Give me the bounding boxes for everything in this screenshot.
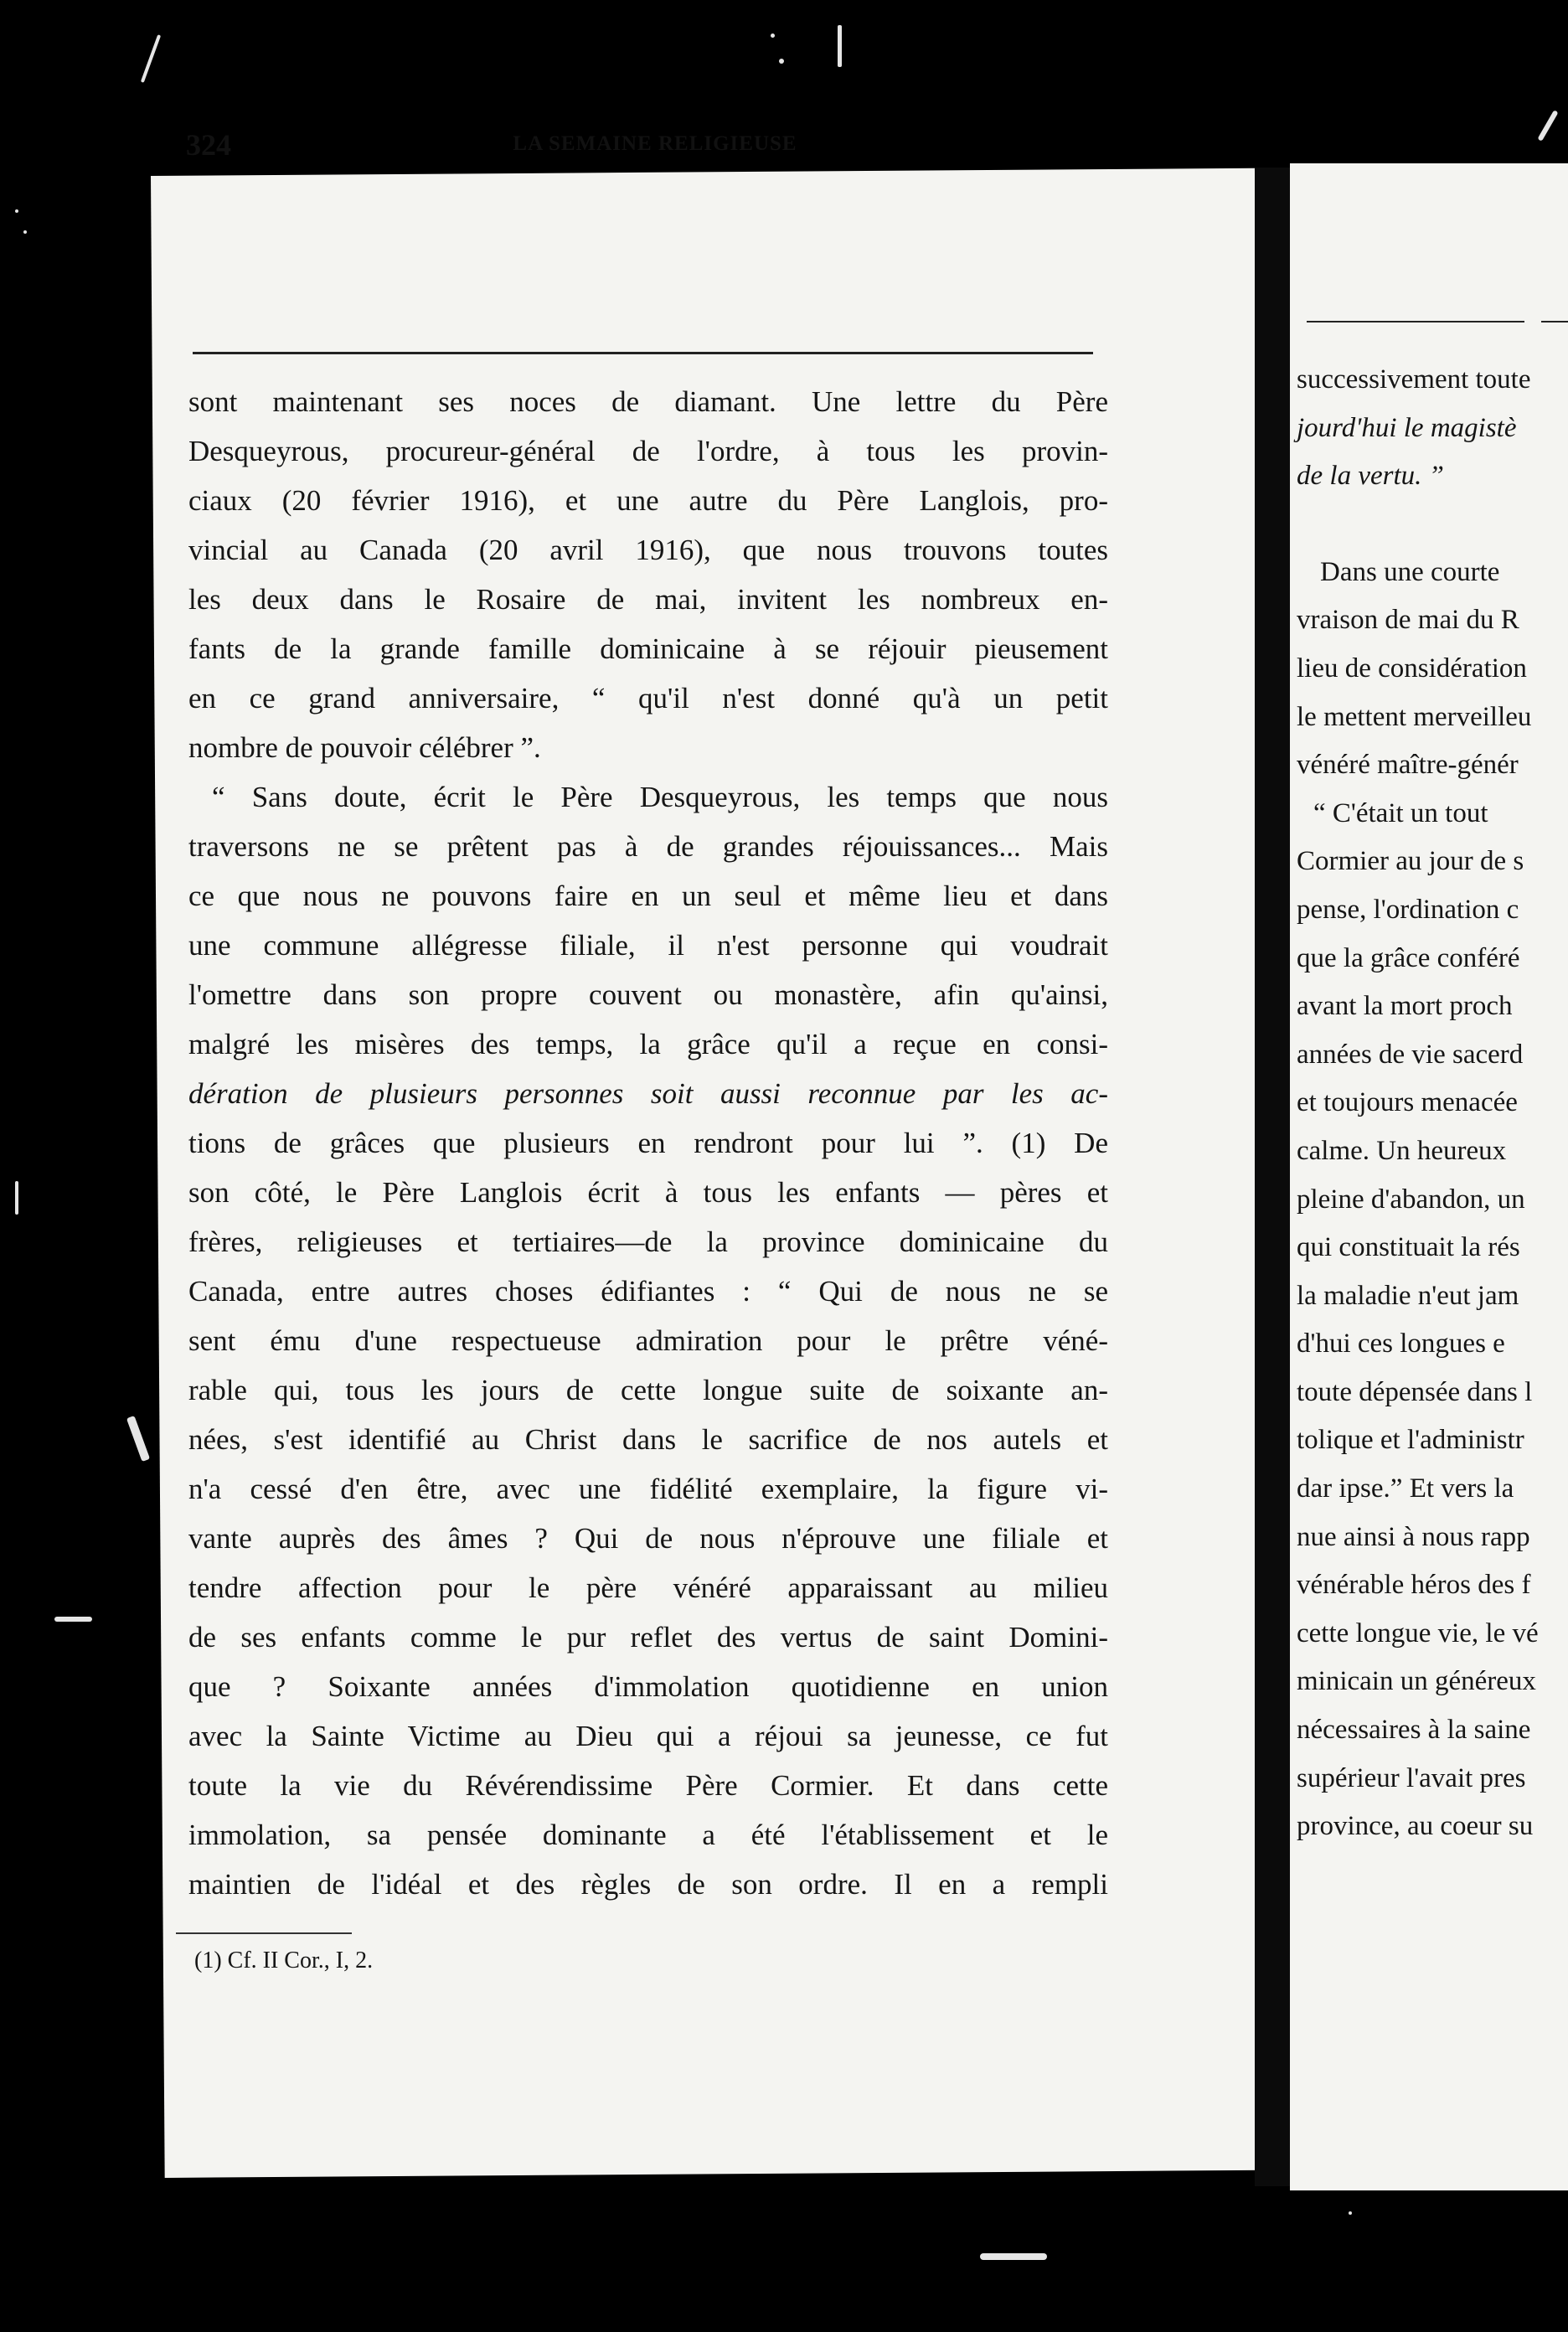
right-line: la maladie n'eut jam <box>1297 1280 1519 1311</box>
page-header <box>186 127 1086 178</box>
text-line: Canada, entre autres choses édifiantes : “ Qui de nous ne se <box>188 1275 1108 1308</box>
right-line: calme. Un heureux <box>1297 1135 1507 1166</box>
scan-speck <box>1349 2211 1352 2215</box>
right-line: cette longue vie, le vé <box>1297 1617 1539 1648</box>
scan-speck <box>771 34 775 38</box>
right-line: de la vertu. ” <box>1297 461 1444 492</box>
right-line: toute dépensée dans l <box>1297 1376 1533 1407</box>
text-line: vante auprès des âmes ? Qui de nous n'éprouve une filiale et <box>188 1522 1108 1555</box>
right-line: vraison de mai du R <box>1297 605 1519 636</box>
right-line: tolique et l'administr <box>1297 1425 1524 1456</box>
right-line: province, au coeur su <box>1297 1811 1534 1842</box>
footnote: (1) Cf. II Cor., I, 2. <box>194 1948 374 1973</box>
scan-speck <box>838 25 842 67</box>
right-header-rule <box>1307 321 1524 322</box>
text-line: nombre de pouvoir célébrer ”. <box>188 731 541 764</box>
right-line: Dans une courte <box>1320 556 1500 587</box>
text-line: frères, religieuses et tertiaires—de la province dominicaine du <box>188 1225 1108 1258</box>
text-line: l'omettre dans son propre couvent ou monastère, afin qu'ainsi, <box>188 978 1108 1011</box>
text-line: ciaux (20 février 1916), et une autre du Père Langlois, pro- <box>188 484 1108 517</box>
right-line: et toujours menacée <box>1297 1087 1518 1118</box>
right-line: jourd'hui le magistè <box>1297 412 1517 443</box>
text-line: de ses enfants comme le pur reflet des vertus de saint Domini- <box>188 1621 1108 1654</box>
text-line: tions de grâces que plusieurs en rendront pour lui ”. (1) De <box>188 1127 1108 1159</box>
right-line: qui constituait la rés <box>1297 1232 1520 1263</box>
right-line: supérieur l'avait pres <box>1297 1762 1526 1793</box>
scan-speck <box>141 34 161 83</box>
text-line: dération de plusieurs personnes soit aussi reconnue par les ac- <box>188 1077 1108 1110</box>
text-line: malgré les misères des temps, la grâce qu'il a reçue en consi- <box>188 1028 1108 1060</box>
scan-speck <box>980 2253 1047 2260</box>
right-line: années de vie sacerd <box>1297 1039 1524 1070</box>
text-line: Desqueyrous, procureur-général de l'ordre, à tous les provin- <box>188 435 1108 467</box>
running-head: LA SEMAINE RELIGIEUSE <box>513 132 797 155</box>
book-gutter <box>1255 168 1290 2186</box>
text-line: fants de la grande famille dominicaine à se réjouir pieusement <box>188 632 1108 665</box>
footnote-rule <box>176 1932 352 1934</box>
right-line: le mettent merveilleu <box>1297 701 1532 732</box>
text-line: traversons ne se prêtent pas à de grandes réjouissances... Mais <box>188 830 1108 863</box>
right-line: vénérable héros des f <box>1297 1570 1531 1601</box>
right-line: dar ipse.” Et vers la <box>1297 1473 1514 1504</box>
scan-speck <box>1537 110 1558 142</box>
right-line: Cormier au jour de s <box>1297 846 1524 877</box>
text-line: avec la Sainte Victime au Dieu qui a réjoui sa jeunesse, ce fut <box>188 1720 1108 1752</box>
scan-speck <box>126 1416 150 1462</box>
right-page <box>1290 163 1568 2190</box>
text-line: une commune allégresse filiale, il n'est personne qui voudrait <box>188 929 1108 962</box>
right-line: nécessaires à la saine <box>1297 1715 1531 1746</box>
scan-speck <box>15 209 18 213</box>
right-line: vénéré maître-génér <box>1297 750 1519 781</box>
right-line: lieu de considération <box>1297 653 1527 684</box>
right-line: “ C'était un tout <box>1313 797 1488 828</box>
text-line: sont maintenant ses noces de diamant. Une lettre du Père <box>188 385 1108 418</box>
scan-speck <box>15 1181 18 1215</box>
right-line: minicain un généreux <box>1297 1666 1536 1697</box>
text-line: rable qui, tous les jours de cette longue suite de soixante an- <box>188 1374 1108 1406</box>
page-number: 324 <box>186 128 231 162</box>
right-line: d'hui ces longues e <box>1297 1329 1505 1359</box>
header-rule <box>193 352 1093 354</box>
text-line: toute la vie du Révérendissime Père Cormier. Et dans cette <box>188 1769 1108 1802</box>
text-line: “ Sans doute, écrit le Père Desqueyrous, les temps que nous <box>212 781 1108 813</box>
text-line: les deux dans le Rosaire de mai, invitent les nombreux en- <box>188 583 1108 616</box>
right-line: avant la mort proch <box>1297 991 1513 1022</box>
text-line: sent ému d'une respectueuse admiration pour le prêtre véné- <box>188 1324 1108 1357</box>
text-line: en ce grand anniversaire, “ qu'il n'est donné qu'à un petit <box>188 682 1108 715</box>
right-header-rule-end <box>1541 321 1568 322</box>
right-line: pleine d'abandon, un <box>1297 1184 1525 1215</box>
text-line: son côté, le Père Langlois écrit à tous les enfants — pères et <box>188 1176 1108 1209</box>
scan-speck <box>779 59 784 64</box>
right-line: que la grâce conféré <box>1297 942 1520 973</box>
text-line: immolation, sa pensée dominante a été l'établissement et le <box>188 1819 1108 1851</box>
right-line: nue ainsi à nous rapp <box>1297 1521 1530 1552</box>
scan-speck <box>23 230 27 234</box>
right-line: pense, l'ordination c <box>1297 894 1519 925</box>
scan-speck <box>54 1617 92 1622</box>
text-line: maintien de l'idéal et des règles de son ordre. Il en a rempli <box>188 1868 1108 1901</box>
right-page-text <box>1297 356 1539 1851</box>
right-line: successivement toute <box>1297 364 1531 395</box>
text-line: nées, s'est identifié au Christ dans le sacrifice de nos autels et <box>188 1423 1108 1456</box>
text-line: n'a cessé d'en être, avec une fidélité exemplaire, la figure vi- <box>188 1473 1108 1505</box>
text-line: que ? Soixante années d'immolation quotidienne en union <box>188 1670 1108 1703</box>
text-line: ce que nous ne pouvons faire en un seul et même lieu et dans <box>188 880 1108 912</box>
left-page-text <box>188 377 1108 1909</box>
text-line: vincial au Canada (20 avril 1916), que nous trouvons toutes <box>188 534 1108 566</box>
text-line: tendre affection pour le père vénéré apparaissant au milieu <box>188 1571 1108 1604</box>
